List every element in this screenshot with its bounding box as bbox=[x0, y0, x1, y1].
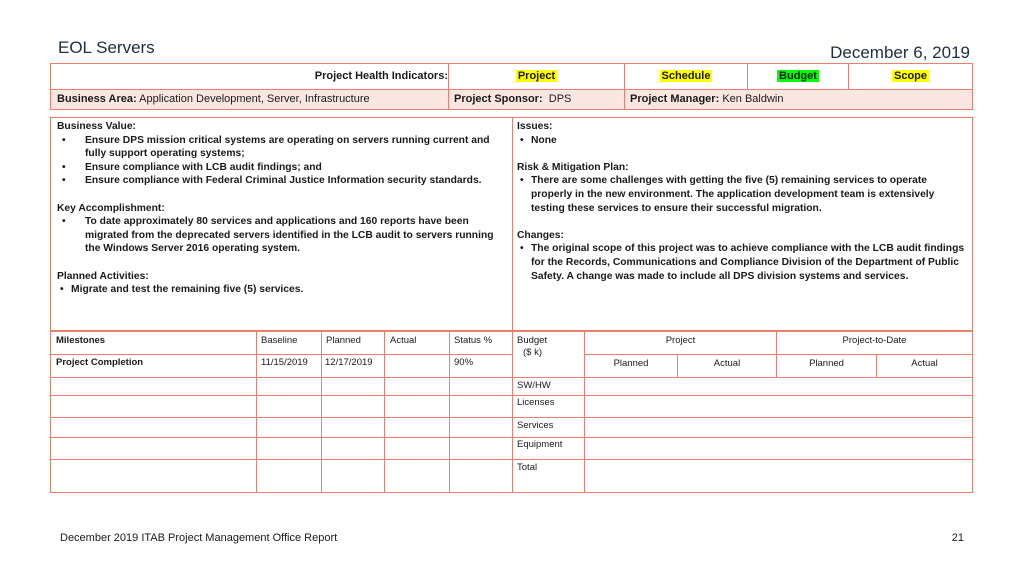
budget-row-total: Total bbox=[517, 462, 538, 473]
bullet-icon: • bbox=[62, 216, 66, 228]
project-actual-header: Actual bbox=[713, 358, 741, 369]
list-item: • None bbox=[520, 134, 557, 146]
indicator-budget bbox=[748, 70, 848, 82]
milestone-planned: 12/17/2019 bbox=[325, 357, 373, 368]
page-title: EOL Servers bbox=[58, 38, 155, 57]
business-area bbox=[57, 93, 447, 105]
indicator-scope bbox=[849, 70, 972, 82]
milestones-header: Milestones bbox=[56, 335, 106, 346]
project-manager bbox=[630, 93, 783, 105]
issues-heading: Issues: bbox=[517, 121, 553, 132]
indicator-budget-label: Budget bbox=[779, 70, 817, 82]
planned-activities-heading: Planned Activities: bbox=[57, 270, 149, 282]
indicator-scope-label: Scope bbox=[893, 70, 927, 82]
budget-header: Budget bbox=[517, 335, 548, 346]
right-column bbox=[517, 120, 969, 283]
business-value-heading: Business Value: bbox=[57, 121, 136, 132]
list-item: • Ensure DPS mission critical systems are operating on servers running current and fully support operating systems; bbox=[62, 134, 490, 160]
budget-row-equipment: Equipment bbox=[517, 439, 563, 450]
bullet-icon: • bbox=[62, 161, 66, 173]
footer-text: December 2019 ITAB Project Management Office Report bbox=[60, 532, 338, 544]
list-item: • Migrate and test the remaining five (5) services. bbox=[60, 284, 304, 296]
budget-row-swhw: SW/HW bbox=[517, 380, 551, 391]
bullet-icon: • bbox=[520, 134, 524, 146]
planned-header: Planned bbox=[326, 335, 361, 346]
indicator-schedule-label: Schedule bbox=[661, 70, 711, 82]
manager-label: Project Manager: bbox=[630, 93, 720, 105]
list-item: • To date approximately 80 services and applications and 160 reports have been migrated from the deprecated servers identified in the LCB audit to servers running the Windows Server 2016 operating system. bbox=[62, 216, 494, 255]
indicator-project bbox=[449, 70, 624, 82]
business-area-label: Business Area: bbox=[57, 93, 137, 105]
info-row bbox=[51, 90, 972, 109]
project-sponsor bbox=[454, 93, 571, 105]
milestones-budget-table bbox=[50, 330, 973, 493]
risk-heading: Risk & Mitigation Plan: bbox=[517, 161, 629, 173]
budget-row-services: Services bbox=[517, 420, 554, 431]
sponsor-label: Project Sponsor: bbox=[454, 93, 543, 105]
bullet-icon: • bbox=[60, 284, 64, 296]
project-planned-header: Planned bbox=[613, 358, 649, 369]
indicators-label: Project Health Indicators: bbox=[314, 70, 448, 82]
business-area-value: Application Development, Server, Infrastructure bbox=[139, 93, 370, 105]
budget-row-licenses: Licenses bbox=[517, 397, 555, 408]
indicator-project-label: Project bbox=[517, 70, 556, 82]
report-date: December 6, 2019 bbox=[830, 43, 970, 62]
milestone-name: Project Completion bbox=[56, 357, 144, 368]
page-number: 21 bbox=[951, 532, 964, 544]
manager-value: Ken Baldwin bbox=[722, 93, 784, 105]
health-indicators-table bbox=[50, 63, 973, 110]
left-column bbox=[57, 120, 507, 297]
sponsor-value: DPS bbox=[548, 93, 572, 105]
list-item: • There are some challenges with getting the five (5) remaining services to operate properly in the new environment. The application development team is extensively testing these services to ensure their successful migration. bbox=[520, 175, 935, 214]
ptd-header: Project-to-Date bbox=[842, 335, 907, 346]
ptd-planned-header: Planned bbox=[809, 358, 844, 369]
list-item: • Ensure compliance with Federal Criminal Justice Information security standards. bbox=[62, 175, 482, 187]
bullet-icon: • bbox=[520, 175, 524, 187]
status-header: Status % bbox=[454, 335, 493, 346]
ptd-actual-header: Actual bbox=[911, 358, 938, 369]
indicator-schedule bbox=[625, 70, 747, 82]
list-item: • Ensure compliance with LCB audit findings; and bbox=[62, 161, 322, 173]
baseline-header: Baseline bbox=[261, 335, 298, 346]
project-header: Project bbox=[665, 335, 696, 346]
indicator-row bbox=[51, 64, 972, 91]
key-accomplishment-heading: Key Accomplishment: bbox=[57, 202, 165, 214]
milestone-status: 90% bbox=[454, 357, 474, 368]
actual-header: Actual bbox=[390, 335, 417, 346]
changes-heading: Changes: bbox=[517, 229, 564, 241]
narrative-box bbox=[50, 117, 973, 332]
bullet-icon: • bbox=[520, 243, 524, 255]
list-item: • The original scope of this project was to achieve compliance with the LCB audit findings for the Records, Communications and Compliance Division of the Department of Public Safety. A change was made to include all DPS division systems and services. bbox=[520, 243, 965, 282]
bullet-icon: • bbox=[62, 175, 66, 187]
bullet-icon: • bbox=[62, 134, 66, 146]
budget-unit: ($ k) bbox=[523, 347, 542, 358]
milestone-baseline: 11/15/2019 bbox=[261, 357, 308, 368]
